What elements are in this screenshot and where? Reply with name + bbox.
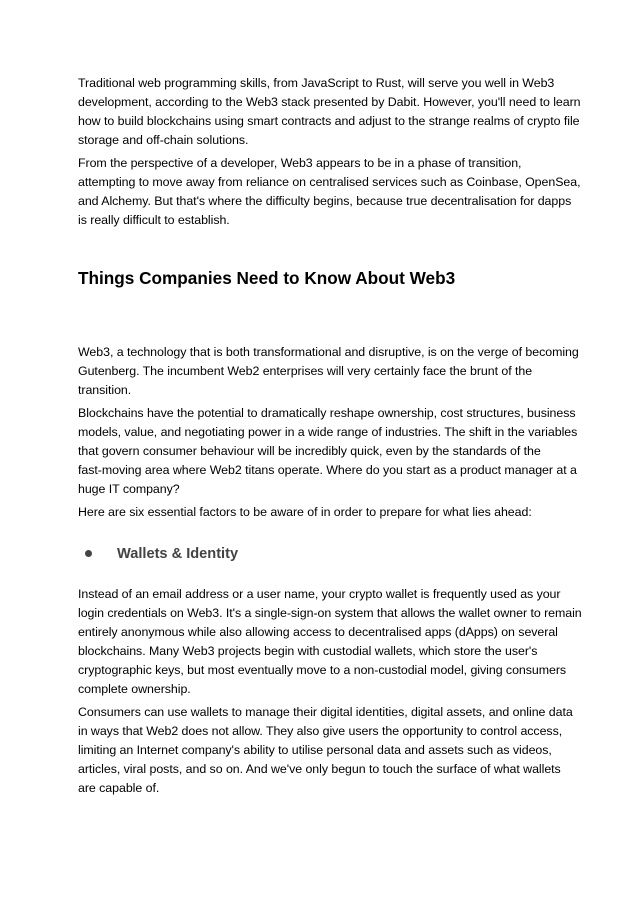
subsection-heading: Wallets & Identity bbox=[117, 546, 239, 562]
bullet-icon bbox=[85, 550, 92, 557]
paragraph-line: storage and off-chain solutions. bbox=[78, 133, 249, 147]
paragraph-line: Web3, a technology that is both transformational and disruptive, is on the verge of becoming bbox=[78, 345, 579, 359]
paragraph-line: Gutenberg. The incumbent Web2 enterprises will very certainly face the brunt of the bbox=[78, 364, 533, 378]
paragraph-line: huge IT company? bbox=[78, 482, 180, 496]
paragraph-line: login credentials on Web3. It's a single-sign-on system that allows the wallet owner to remain bbox=[78, 606, 582, 620]
paragraph-line: transition. bbox=[78, 383, 132, 397]
paragraph-line: how to build blockchains using smart contracts and adjust to the strange realms of crypto file bbox=[78, 114, 580, 128]
paragraph-line: models, value, and negotiating power in a wide range of industries. The shift in the variables bbox=[78, 425, 578, 439]
paragraph-line: cryptographic keys, but most eventually move to a non-custodial model, giving consumers bbox=[78, 663, 567, 677]
paragraph-line: fast-moving area where Web2 titans operate. Where do you start as a product manager at a bbox=[78, 463, 577, 477]
paragraph-line: that govern consumer behaviour will be incredibly quick, even by the standards of the bbox=[78, 444, 541, 458]
paragraph-line: is really difficult to establish. bbox=[78, 213, 230, 227]
paragraph-line: Instead of an email address or a user name, your crypto wallet is frequently used as your bbox=[78, 587, 561, 601]
paragraph-line: and Alchemy. But that's where the difficulty begins, because true decentralisation for dapps bbox=[78, 194, 572, 208]
paragraph-line: complete ownership. bbox=[78, 682, 191, 696]
paragraph-line: are capable of. bbox=[78, 781, 160, 795]
paragraph-line: development, according to the Web3 stack presented by Dabit. However, you'll need to learn bbox=[78, 95, 581, 109]
paragraph-line: Consumers can use wallets to manage their digital identities, digital assets, and online data bbox=[78, 705, 573, 719]
paragraph-line: From the perspective of a developer, Web3 appears to be in a phase of transition, bbox=[78, 156, 522, 170]
paragraph-line: Traditional web programming skills, from JavaScript to Rust, will serve you well in Web3 bbox=[78, 76, 555, 90]
paragraph-line: in ways that Web2 does not allow. They also give users the opportunity to control access, bbox=[78, 724, 563, 738]
paragraph-line: entirely anonymous while also allowing access to decentralised apps (dApps) on several bbox=[78, 625, 558, 639]
paragraph-line: articles, viral posts, and so on. And we've only begun to touch the surface of what wallets bbox=[78, 762, 561, 776]
section-heading: Things Companies Need to Know About Web3 bbox=[78, 268, 456, 288]
paragraph-line: blockchains. Many Web3 projects begin with custodial wallets, which store the user's bbox=[78, 644, 538, 658]
paragraph-line: attempting to move away from reliance on centralised services such as Coinbase, OpenSea, bbox=[78, 175, 581, 189]
paragraph-line: Here are six essential factors to be aware of in order to prepare for what lies ahead: bbox=[78, 505, 532, 519]
paragraph-line: Blockchains have the potential to dramatically reshape ownership, cost structures, business bbox=[78, 406, 576, 420]
paragraph-line: limiting an Internet company's ability to utilise personal data and assets such as videos, bbox=[78, 743, 552, 757]
